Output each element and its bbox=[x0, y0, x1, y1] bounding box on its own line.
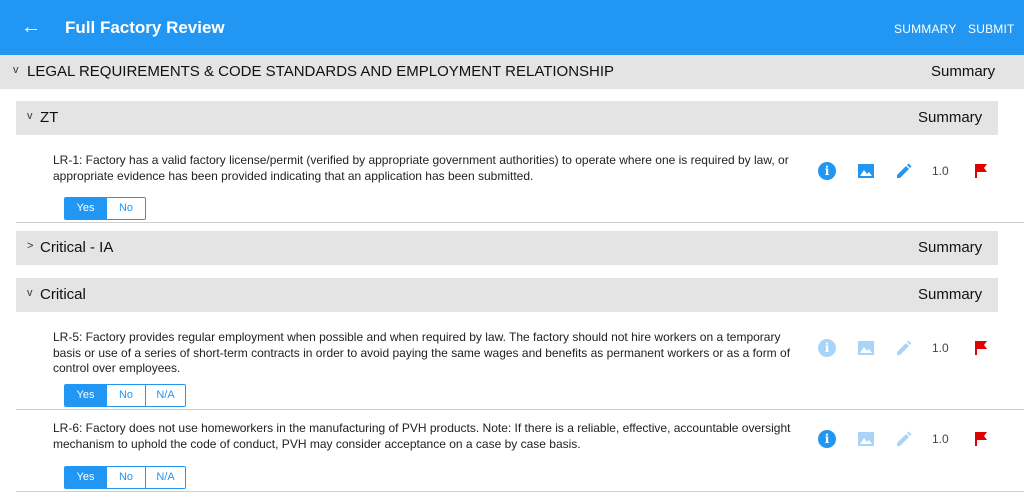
chevron-right-icon: > bbox=[27, 240, 34, 252]
answer-yes[interactable]: Yes bbox=[65, 198, 106, 219]
chevron-down-icon: v bbox=[27, 110, 33, 122]
flag-icon[interactable] bbox=[972, 162, 990, 180]
score-value: 1.0 bbox=[932, 341, 949, 355]
page-title: Full Factory Review bbox=[65, 18, 225, 37]
image-icon[interactable] bbox=[857, 430, 875, 448]
info-icon[interactable]: i bbox=[818, 162, 836, 180]
group-summary-link[interactable]: Summary bbox=[918, 109, 983, 126]
question-text: LR-5: Factory provides regular employment when possible and when required by law. The factory should not hire workers on a temporary basis or use of a series of short-term contracts in order to avoid paying the same wages and benefits as permanent workers or as a form of control over employees. bbox=[53, 330, 791, 375]
image-icon[interactable] bbox=[857, 162, 875, 180]
group-summary-link[interactable]: Summary bbox=[918, 286, 983, 303]
submit-button[interactable]: SUBMIT bbox=[968, 22, 1015, 36]
answer-toggle bbox=[64, 384, 186, 407]
divider bbox=[16, 222, 1024, 223]
app-bar bbox=[0, 0, 1024, 56]
question-text: LR-6: Factory does not use homeworkers in the manufacturing of PVH products. Note: If there is a reliable, effective, accountable oversight mechanism to uphold the code of conduct, PVH may consider acceptance on a case by case basis. bbox=[53, 421, 791, 451]
group-summary-link[interactable]: Summary bbox=[918, 239, 983, 256]
pencil-icon[interactable] bbox=[895, 430, 913, 448]
divider bbox=[16, 491, 1024, 492]
score-value: 1.0 bbox=[932, 164, 949, 178]
chevron-down-icon: v bbox=[27, 287, 33, 299]
divider bbox=[16, 409, 1024, 410]
answer-no[interactable]: No bbox=[106, 385, 145, 406]
category-summary-link[interactable]: Summary bbox=[931, 63, 996, 80]
summary-button[interactable]: SUMMARY bbox=[894, 22, 957, 36]
group-title: Critical bbox=[40, 286, 86, 303]
category-title: LEGAL REQUIREMENTS & CODE STANDARDS AND EMPLOYMENT RELATIONSHIP bbox=[27, 63, 615, 80]
category-header[interactable] bbox=[0, 55, 1024, 89]
answer-na[interactable]: N/A bbox=[145, 467, 185, 488]
answer-no[interactable]: No bbox=[106, 198, 145, 219]
answer-yes[interactable]: Yes bbox=[65, 385, 106, 406]
flag-icon[interactable] bbox=[972, 339, 990, 357]
pencil-icon[interactable] bbox=[895, 339, 913, 357]
info-icon[interactable]: i bbox=[818, 339, 836, 357]
group-header-zt[interactable] bbox=[16, 101, 998, 135]
group-header-critical-ia[interactable] bbox=[16, 231, 998, 265]
answer-na[interactable]: N/A bbox=[145, 385, 185, 406]
answer-no[interactable]: No bbox=[106, 467, 145, 488]
answer-toggle bbox=[64, 197, 146, 220]
pencil-icon[interactable] bbox=[895, 162, 913, 180]
question-text: LR-1: Factory has a valid factory license/permit (verified by appropriate government authorities) to operate where one is required by law, or appropriate evidence has been provided indicating that an application has been submitted. bbox=[53, 153, 789, 183]
flag-icon[interactable] bbox=[972, 430, 990, 448]
group-title: Critical - IA bbox=[40, 239, 114, 256]
image-icon[interactable] bbox=[857, 339, 875, 357]
group-title: ZT bbox=[40, 109, 59, 126]
chevron-down-icon: v bbox=[13, 64, 19, 76]
info-icon[interactable]: i bbox=[818, 430, 836, 448]
answer-toggle bbox=[64, 466, 186, 489]
group-header-critical[interactable] bbox=[16, 278, 998, 312]
answer-yes[interactable]: Yes bbox=[65, 467, 106, 488]
score-value: 1.0 bbox=[932, 432, 949, 446]
arrow-left-icon[interactable]: ← bbox=[21, 16, 41, 38]
